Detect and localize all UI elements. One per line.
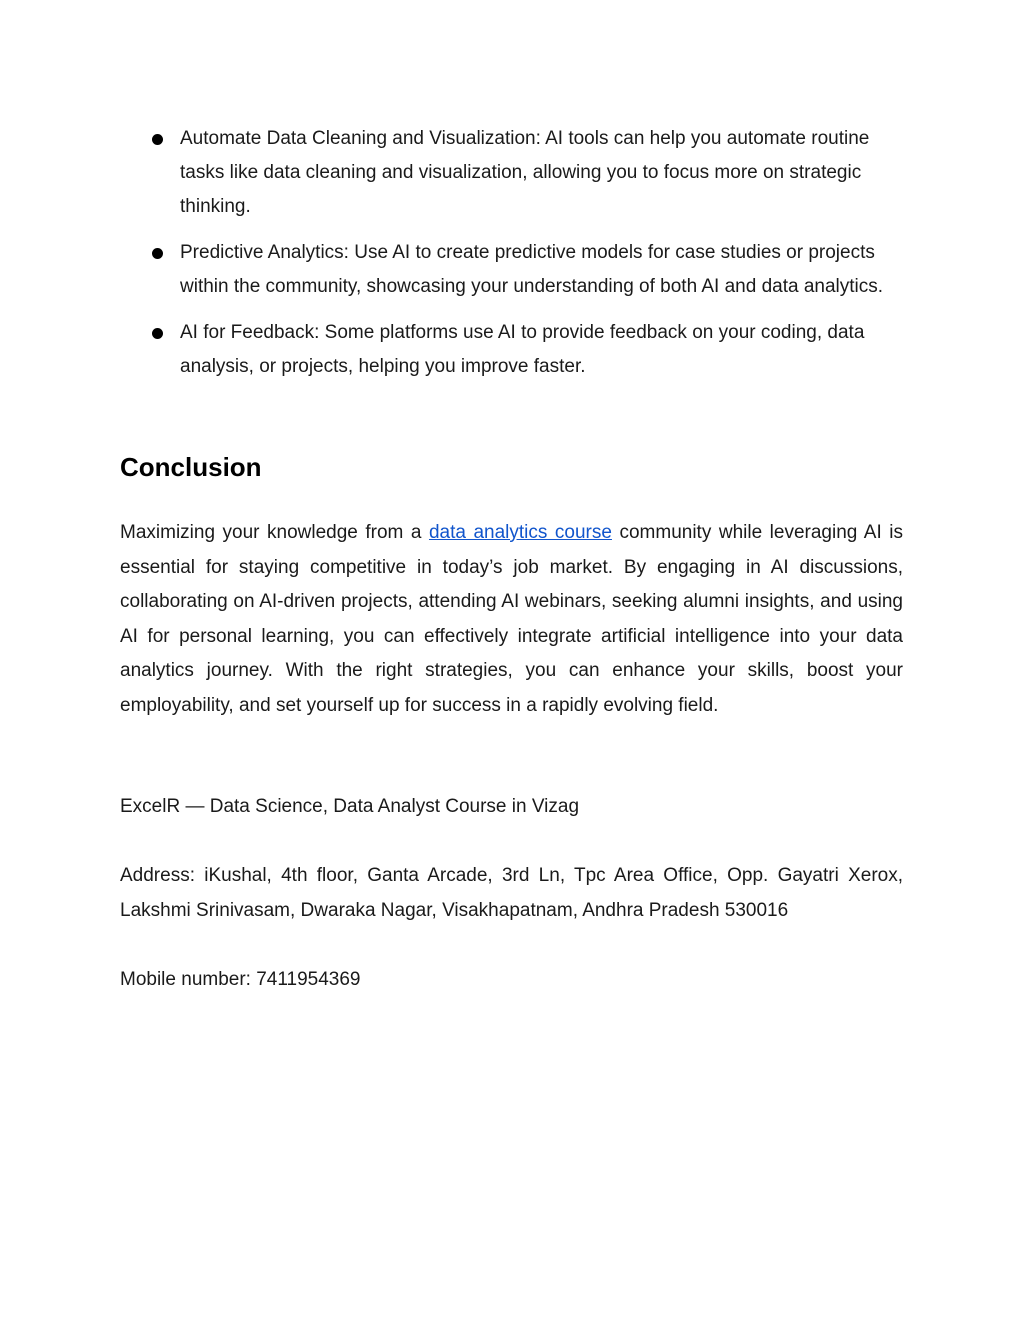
conclusion-text-before-link: Maximizing your knowledge from a <box>120 522 429 543</box>
conclusion-heading: Conclusion <box>120 452 262 482</box>
bullet-icon <box>152 328 163 339</box>
footer-title: ExcelR — Data Science, Data Analyst Course in Vizag <box>120 796 580 817</box>
data-analytics-course-link[interactable]: data analytics course <box>428 522 612 543</box>
bullet-text: Automate Data Cleaning and Visualization: AI tools can help you automate routine tasks like data cleaning and visualization, allowing you to focus more on strategic thinking. <box>180 128 870 217</box>
conclusion-text-after-link: community while leveraging AI is essential for staying competitive in today’s job market. By engaging in AI discussions, collaborating on AI-driven projects, attending AI webinars, seeking alumni insights, and using AI for personal learning, you can effectively integrate artificial intelligence into your data analytics journey. With the right strategies, you can enhance your skills, boost your employability, and set yourself up for success in a rapidly evolving field. <box>120 522 903 716</box>
list-item <box>120 236 910 304</box>
bullet-text: AI for Feedback: Some platforms use AI to provide feedback on your coding, data analysis, or projects, helping you improve faster. <box>180 322 865 377</box>
list-item <box>120 122 910 224</box>
list-item <box>120 316 910 384</box>
bullet-icon <box>152 248 163 259</box>
conclusion-paragraph <box>120 516 903 724</box>
bullet-list <box>120 122 910 396</box>
bullet-icon <box>152 134 163 145</box>
footer-address: Address: iKushal, 4th floor, Ganta Arcade, 3rd Ln, Tpc Area Office, Opp. Gayatri Xerox, Lakshmi Srinivasam, Dwaraka Nagar, Visakhapatnam, Andhra Pradesh 530016 <box>120 865 903 921</box>
footer-mobile: Mobile number: 7411954369 <box>120 969 361 990</box>
bullet-text: Predictive Analytics: Use AI to create predictive models for case studies or projects within the community, showcasing your understanding of both AI and data analytics. <box>180 242 884 297</box>
